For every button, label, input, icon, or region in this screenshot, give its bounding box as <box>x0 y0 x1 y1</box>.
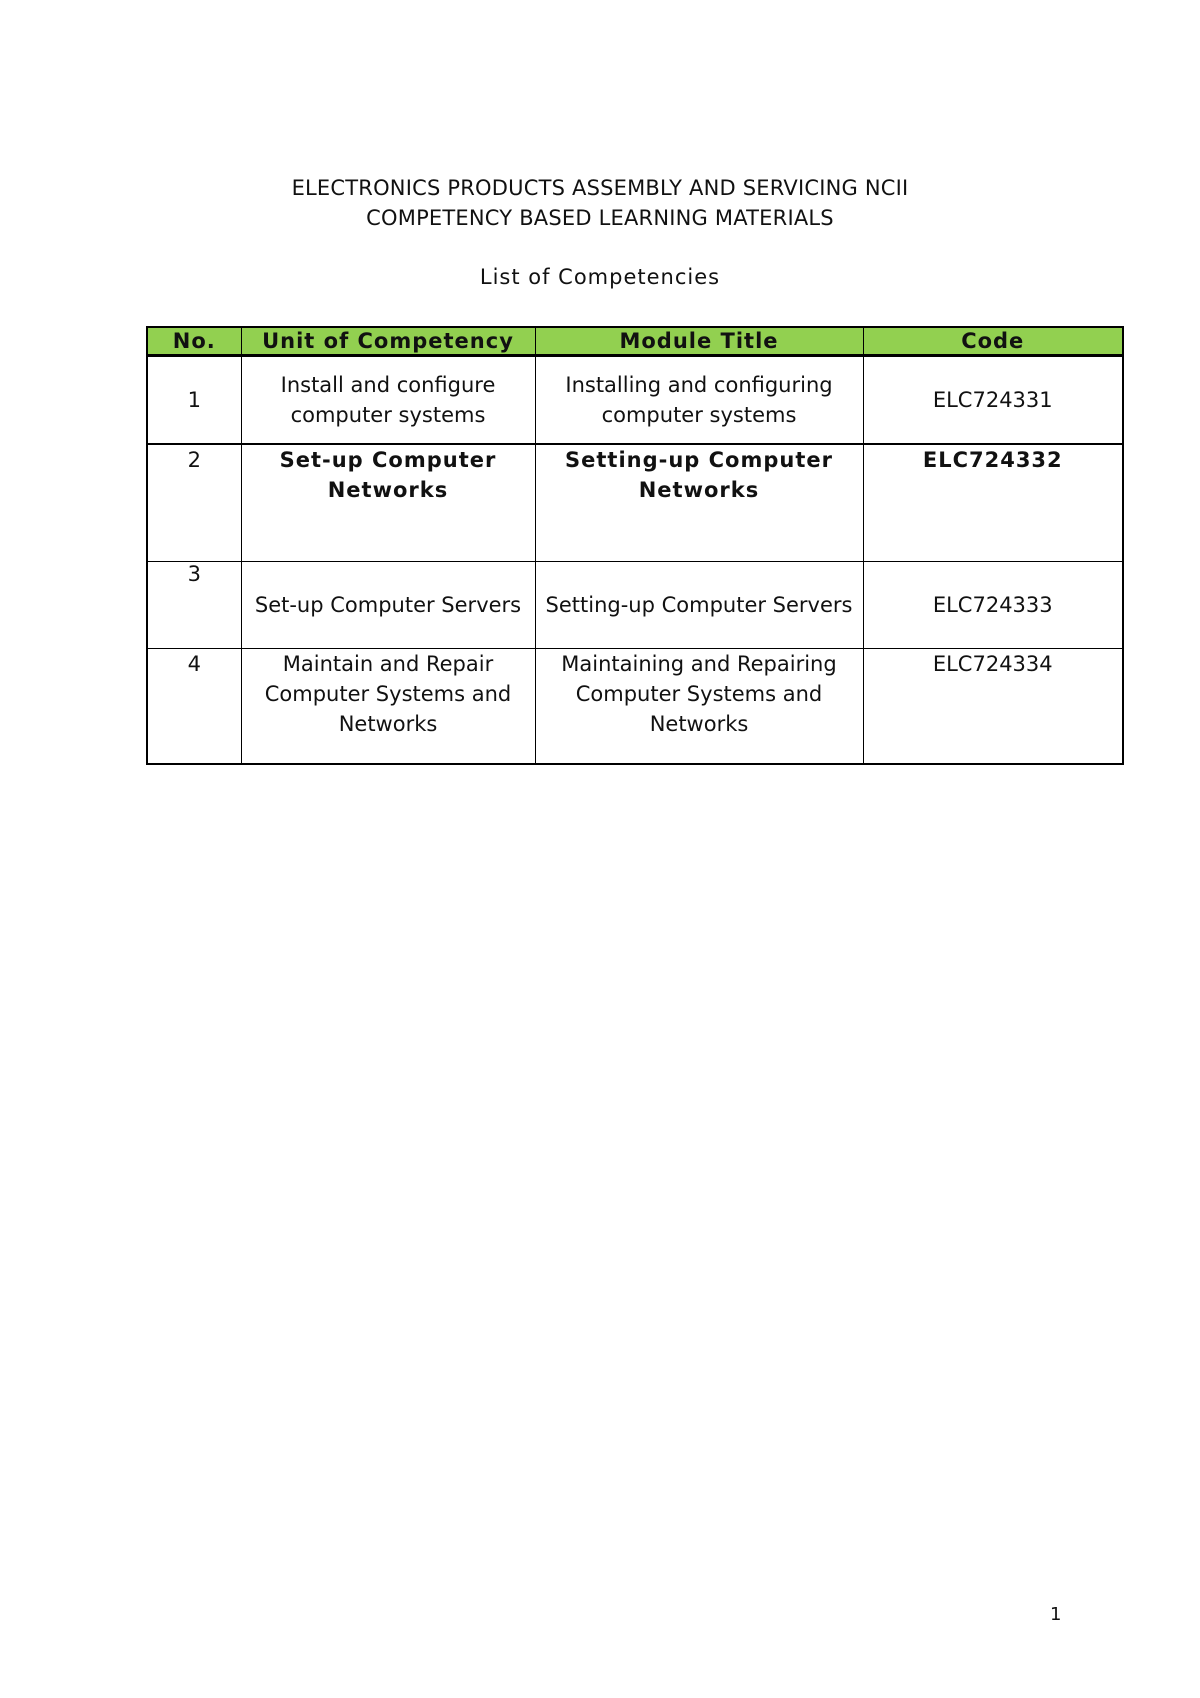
cell-no: 3 <box>147 562 241 649</box>
column-header-unit: Unit of Competency <box>241 327 535 356</box>
column-header-no: No. <box>147 327 241 356</box>
cell-module: Maintaining and Repairing Computer Systems and Networks <box>535 649 863 765</box>
cell-code: ELC724333 <box>863 562 1123 649</box>
cell-no: 4 <box>147 649 241 765</box>
cell-module: Setting-up Computer Servers <box>535 562 863 649</box>
cell-module: Installing and configuring computer systems <box>535 356 863 445</box>
table-row <box>147 444 1123 562</box>
cell-unit: Maintain and Repair Computer Systems and Networks <box>241 649 535 765</box>
column-header-module: Module Title <box>535 327 863 356</box>
cell-code: ELC724331 <box>863 356 1123 445</box>
table-row <box>147 356 1123 445</box>
cell-no: 1 <box>147 356 241 445</box>
table-row <box>147 649 1123 765</box>
page-number: 1 <box>1050 1604 1062 1625</box>
table-row <box>147 562 1123 649</box>
cell-unit: Install and configure computer systems <box>241 356 535 445</box>
competency-table <box>146 326 1124 765</box>
document-title-line-2: COMPETENCY BASED LEARNING MATERIALS <box>366 206 834 230</box>
cell-module: Setting-up Computer Networks <box>535 444 863 562</box>
document-title-line-1: ELECTRONICS PRODUCTS ASSEMBLY AND SERVICING NCII <box>291 176 909 200</box>
column-header-code: Code <box>863 327 1123 356</box>
cell-code: ELC724332 <box>863 444 1123 562</box>
table-header-row <box>147 327 1123 356</box>
cell-no: 2 <box>147 444 241 562</box>
list-subtitle: List of Competencies <box>479 265 721 289</box>
cell-unit: Set-up Computer Networks <box>241 444 535 562</box>
cell-unit: Set-up Computer Servers <box>241 562 535 649</box>
cell-code: ELC724334 <box>863 649 1123 765</box>
